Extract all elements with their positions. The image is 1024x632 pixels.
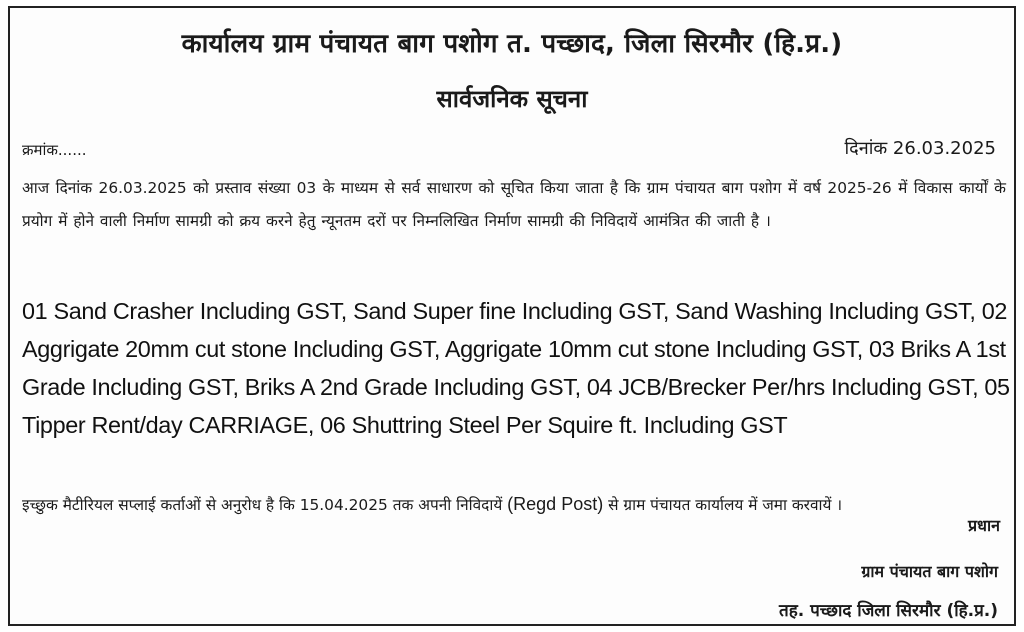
notice-intro: आज दिनांक 26.03.2025 को प्रस्ताव संख्या 03 के माध्यम से सर्व साधारण को सूचित किया जाता है कि ग्राम पंचायत बाग पशोग में वर्ष 2025-26 में विकास कार्यों के प्रयोग में होने वाली निर्माण सामग्री को क्रय करने हेतु न्यूनतम दरों पर निम्नलिखित निर्माण सामग्री की निविदायें आमंत्रित की जाती है । (22, 179, 1006, 230)
signatory-panchayat: ग्राम पंचायत बाग पशोग (861, 562, 998, 581)
office-title: कार्यालय ग्राम पंचायत बाग पशोग त. पच्छाद, जिला सिरमौर (हि.प्र.) (181, 29, 843, 59)
submission-request (22, 488, 1006, 522)
signatory-address: तह. पच्छाद जिला सिरमौर (हि.प्र.) (779, 601, 998, 621)
notice-heading: सार्वजनिक सूचना (436, 85, 588, 113)
request-text-end: से ग्राम पंचायत कार्यालय में जमा करवायें । (603, 496, 843, 514)
materials-list: 01 Sand Crasher Including GST, Sand Super fine Including GST, Sand Washing Including GST, 02 Aggrigate 20mm cut stone Including GST, Aggrigate 10mm cut stone Including GST, 03 Briks A 1st Grade Including GST, Briks A 2nd Grade Including GST, 04 JCB/Brecker Per/hrs Including GST, 05 Tipper Rent/day CARRIAGE, 06 Shuttring Steel Per Squire ft. Including GST (22, 298, 1010, 438)
reference-number: क्रमांक...... (22, 141, 87, 159)
signatory-designation: प्रधान (968, 516, 1000, 535)
request-text-start: इच्छुक मैटीरियल सप्लाई कर्ताओं से अनुरोध है कि 15.04.2025 तक अपनी निविदायें (22, 496, 508, 514)
regd-post-text: (Regd Post) (507, 494, 604, 514)
public-notice (8, 6, 1016, 626)
notice-date: दिनांक 26.03.2025 (844, 138, 996, 159)
